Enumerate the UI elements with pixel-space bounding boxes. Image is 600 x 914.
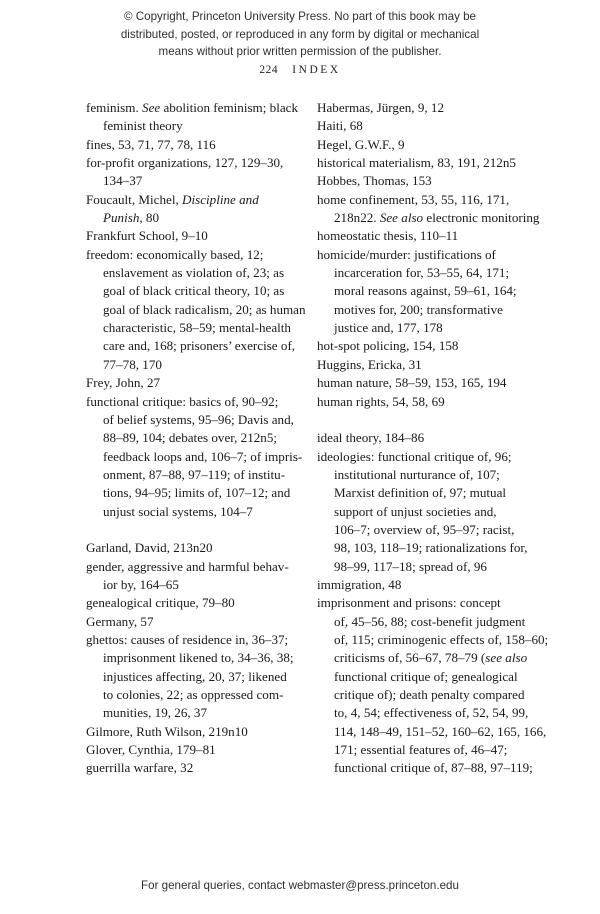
index-entry-continuation-line (334, 741, 541, 759)
index-entry-headword-line (317, 356, 541, 374)
index-entry-headword-line (317, 429, 541, 447)
text-run: Gilmore, Ruth Wilson, 219n10 (86, 723, 248, 739)
index-section-gap (317, 411, 541, 429)
index-entry-continuation-line (334, 759, 541, 777)
index-entry-continuation-line (103, 282, 310, 300)
index-entry (317, 576, 541, 594)
text-run: Hegel, G.W.F., 9 (317, 136, 405, 152)
index-entry-headword-line (317, 136, 541, 154)
index-entry (317, 136, 541, 154)
text-run: of, 115; criminogenic effects of, 158–60; (334, 631, 549, 647)
text-run: goal of black critical theory, 10; as (103, 283, 285, 299)
index-entry-continuation-line (334, 649, 541, 667)
index-entry-continuation-line (334, 668, 541, 686)
index-entry (317, 393, 541, 411)
text-run: Frankfurt School, 9–10 (86, 228, 208, 244)
text-run: unjust social systems, 104–7 (103, 503, 253, 519)
text-run: ior by, 164–65 (103, 576, 179, 592)
text-run: electronic monitoring (423, 210, 540, 226)
text-run: of belief systems, 95–96; Davis and, (103, 411, 294, 427)
index-entry-headword-line (317, 576, 541, 594)
index-entry (317, 246, 541, 338)
index-entry (86, 558, 310, 595)
footer-query-note: For general queries, contact webmaster@press.princeton.edu (141, 879, 459, 892)
index-entry-continuation-line (334, 209, 541, 227)
text-run: onment, 87–88, 97–119; of institu- (103, 466, 286, 482)
index-entry-headword-line (86, 741, 310, 759)
copyright-line: distributed, posted, or reproduced in any form by digital or mechanical (120, 27, 480, 41)
index-entry-continuation-line (103, 649, 310, 667)
text-run: gender, aggressive and harmful behav- (86, 558, 289, 574)
text-run: 98, 103, 118–19; rationalizations for, (334, 540, 528, 556)
text-run: Glover, Cynthia, 179–81 (86, 742, 216, 758)
index-entry-headword-line (86, 154, 310, 172)
index-entry (86, 759, 310, 777)
index-entry-continuation-line (103, 356, 310, 374)
text-run: human nature, 58–59, 153, 165, 194 (317, 375, 507, 391)
text-run: human rights, 54, 58, 69 (317, 393, 445, 409)
text-run: Garland, David, 213n20 (86, 540, 213, 556)
text-run: for-profit organizations, 127, 129–30, (86, 155, 284, 171)
text-run: historical materialism, 83, 191, 212n5 (317, 155, 516, 171)
copyright-line: © Copyright, Princeton University Press. No part of this book may be (124, 10, 476, 23)
text-run: moral reasons against, 59–61, 164; (334, 283, 517, 299)
text-run: abolition feminism; black (160, 100, 299, 115)
index-entry (86, 539, 310, 557)
index-entry-headword-line (86, 136, 310, 154)
text-run: feminism. (86, 100, 143, 115)
index-column-right (317, 99, 549, 778)
index-entry-headword-line (86, 594, 310, 612)
copyright-notice (72, 8, 528, 61)
index-entry (86, 723, 310, 741)
text-run: freedom: economically based, 12; (86, 246, 264, 262)
index-entry-continuation-line (103, 337, 310, 355)
text-run: fines, 53, 71, 77, 78, 116 (86, 136, 216, 152)
text-run: home confinement, 53, 55, 116, 171, (317, 191, 510, 207)
index-entry-headword-line (86, 631, 310, 649)
index-entry-headword-line (86, 723, 310, 741)
text-run: genealogical critique, 79–80 (86, 595, 235, 611)
index-entry-continuation-line (334, 539, 541, 557)
text-run: incarceration for, 53–55, 64, 171; (334, 265, 510, 281)
text-run: 98–99, 117–18; spread of, 96 (334, 558, 487, 574)
index-entry-continuation-line (334, 503, 541, 521)
text-run: homicide/murder: justifications of (317, 246, 496, 262)
text-run: immigration, 48 (317, 576, 402, 592)
index-entry-continuation-line (334, 466, 541, 484)
italic-run: Discipline and (182, 191, 259, 207)
index-entry (86, 594, 310, 612)
text-run: guerrilla warfare, 32 (86, 760, 194, 776)
text-run: institutional nurturance of, 107; (334, 466, 500, 482)
index-entry-continuation-line (334, 558, 541, 576)
index-entry-continuation-line (103, 668, 310, 686)
index-entry-headword-line (317, 154, 541, 172)
text-run: 106–7; overview of, 95–97; racist, (334, 521, 515, 537)
index-entry (317, 172, 541, 190)
text-run: Habermas, Jürgen, 9, 12 (317, 100, 445, 115)
index-entry-continuation-line (103, 503, 310, 521)
text-run: 88–89, 104; debates over, 212n5; (103, 430, 278, 446)
text-run: 114, 148–49, 151–52, 160–62, 165, 166, (334, 723, 547, 739)
text-run: Marxist definition of, 97; mutual (334, 485, 507, 501)
text-run: Frey, John, 27 (86, 375, 161, 391)
index-entry-headword-line (317, 393, 541, 411)
index-entry (86, 154, 310, 191)
index-entry-headword-line (317, 337, 541, 355)
index-entry (86, 613, 310, 631)
index-entry-continuation-line (334, 264, 541, 282)
text-run: to colonies, 22; as oppressed com- (103, 687, 284, 702)
index-entry-continuation-line (103, 686, 310, 704)
index-entry-continuation-line (334, 686, 541, 704)
index-entry-continuation-line (103, 576, 310, 594)
index-entry-headword-line (86, 759, 310, 777)
text-run: Hobbes, Thomas, 153 (317, 173, 432, 189)
text-run: feminist theory (103, 118, 183, 134)
italic-run: See also (379, 210, 424, 226)
index-entry (317, 448, 541, 576)
index-entry-continuation-line (334, 521, 541, 539)
text-run: critique of); death penalty compared (334, 687, 525, 702)
running-head (0, 64, 600, 76)
index-entry-headword-line (317, 117, 541, 135)
text-run: motives for, 200; transformative (334, 301, 503, 317)
text-run: justice and, 177, 178 (334, 320, 443, 336)
italic-run: see also (485, 650, 528, 666)
index-entry-headword-line (317, 191, 541, 209)
text-run: feedback loops and, 106–7; of impris- (103, 448, 303, 464)
copyright-line: means without prior written permission of the publisher. (158, 45, 442, 59)
index-entry-continuation-line (103, 301, 310, 319)
text-run: functional critique of; genealogical (334, 668, 518, 684)
text-run: characteristic, 58–59; mental-health (103, 320, 291, 336)
index-entry-continuation-line (103, 466, 310, 484)
text-run: imprisonment likened to, 34–36, 38; (103, 650, 294, 666)
text-run: of, 45–56, 88; cost-benefit judgment (334, 613, 526, 629)
index-entry-continuation-line (103, 704, 310, 722)
text-run: Haiti, 68 (317, 118, 363, 134)
page-number: 224 (259, 64, 279, 76)
index-entry (86, 631, 310, 723)
text-run: 77–78, 170 (103, 356, 162, 372)
text-run: enslavement as violation of, 23; as (103, 265, 285, 281)
index-entry-continuation-line (334, 704, 541, 722)
index-entry (317, 227, 541, 245)
index-entry-continuation-line (334, 723, 547, 741)
index-entry-headword-line (317, 374, 541, 392)
index-entry-headword-line (86, 613, 310, 631)
text-run: , 80 (139, 210, 160, 226)
text-run: criticisms of, 56–67, 78–79 ( (334, 650, 486, 666)
text-run: functional critique of, 87–88, 97–119; (334, 760, 533, 776)
index-entry-headword-line (317, 172, 541, 190)
running-head-title: INDEX (292, 64, 341, 76)
index-entry-continuation-line (103, 484, 310, 502)
index-entry-headword-line (317, 227, 541, 245)
index-entry-continuation-line (103, 172, 310, 190)
index-body (0, 99, 600, 829)
text-run: ghettos: causes of residence in, 36–37; (86, 631, 289, 647)
text-run: hot-spot policing, 154, 158 (317, 338, 459, 354)
text-run: 134–37 (103, 173, 143, 189)
text-run: Germany, 57 (86, 613, 154, 629)
index-entry (86, 246, 310, 374)
index-entry-continuation-line (103, 319, 310, 337)
index-entry (317, 154, 541, 172)
index-entry-headword-line (317, 448, 541, 466)
text-run: imprisonment and prisons: concept (317, 595, 501, 611)
text-run: 218n22. (334, 210, 380, 226)
index-entry (317, 594, 549, 777)
text-run: care and, 168; prisoners’ exercise of, (103, 338, 296, 354)
text-run: 171; essential features of, 46–47; (334, 742, 508, 758)
text-run: ideologies: functional critique of, 96; (317, 448, 512, 464)
index-entry (317, 356, 541, 374)
index-entry (317, 429, 541, 447)
text-run: support of unjust societies and, (334, 503, 497, 519)
index-entry-headword-line (86, 374, 310, 392)
text-run: tions, 94–95; limits of, 107–12; and (103, 485, 291, 501)
index-entry (86, 227, 310, 245)
index-entry (317, 374, 541, 392)
index-entry-continuation-line (334, 301, 541, 319)
index-entry (86, 99, 310, 136)
index-entry (317, 99, 541, 117)
index-entry-continuation-line (103, 448, 310, 466)
text-run: functional critique: basics of, 90–92; (86, 393, 279, 409)
index-entry-headword-line (317, 246, 541, 264)
italic-run: Punish (103, 210, 140, 226)
index-entry-headword-line (86, 227, 310, 245)
index-entry (86, 136, 310, 154)
italic-run: See (142, 100, 161, 115)
index-entry-headword-line (86, 246, 310, 264)
index-entry (86, 191, 310, 228)
index-entry (317, 191, 541, 228)
text-run: Foucault, Michel, (86, 191, 183, 207)
text-run: munities, 19, 26, 37 (103, 705, 208, 721)
index-entry-headword-line (86, 539, 310, 557)
index-entry-headword-line (317, 594, 541, 612)
index-entry (86, 741, 310, 759)
index-entry-continuation-line (103, 264, 310, 282)
text-run: homeostatic thesis, 110–11 (317, 228, 459, 244)
index-entry-continuation-line (334, 319, 541, 337)
index-entry-continuation-line (103, 117, 310, 135)
index-entry-headword-line (86, 558, 310, 576)
index-column-left (86, 99, 310, 778)
index-entry (86, 374, 310, 392)
index-entry-continuation-line (103, 411, 310, 429)
index-entry-continuation-line (334, 613, 541, 631)
index-entry-continuation-line (334, 484, 541, 502)
text-run: Huggins, Ericka, 31 (317, 356, 422, 372)
text-run: ideal theory, 184–86 (317, 430, 425, 446)
index-section-gap (86, 521, 310, 539)
index-entry-continuation-line (334, 631, 549, 649)
text-run: injustices affecting, 20, 37; likened (103, 668, 287, 684)
index-entry-headword-line (86, 191, 310, 209)
index-entry (86, 393, 310, 521)
index-entry (317, 337, 541, 355)
index-entry-headword-line (86, 99, 310, 117)
text-run: to, 4, 54; effectiveness of, 52, 54, 99, (334, 705, 529, 721)
index-entry (317, 117, 541, 135)
index-entry-headword-line (317, 99, 541, 117)
index-entry-continuation-line (334, 282, 541, 300)
index-entry-continuation-line (103, 209, 310, 227)
index-entry-continuation-line (103, 429, 310, 447)
index-entry-headword-line (86, 393, 310, 411)
text-run: goal of black radicalism, 20; as human (103, 301, 306, 317)
